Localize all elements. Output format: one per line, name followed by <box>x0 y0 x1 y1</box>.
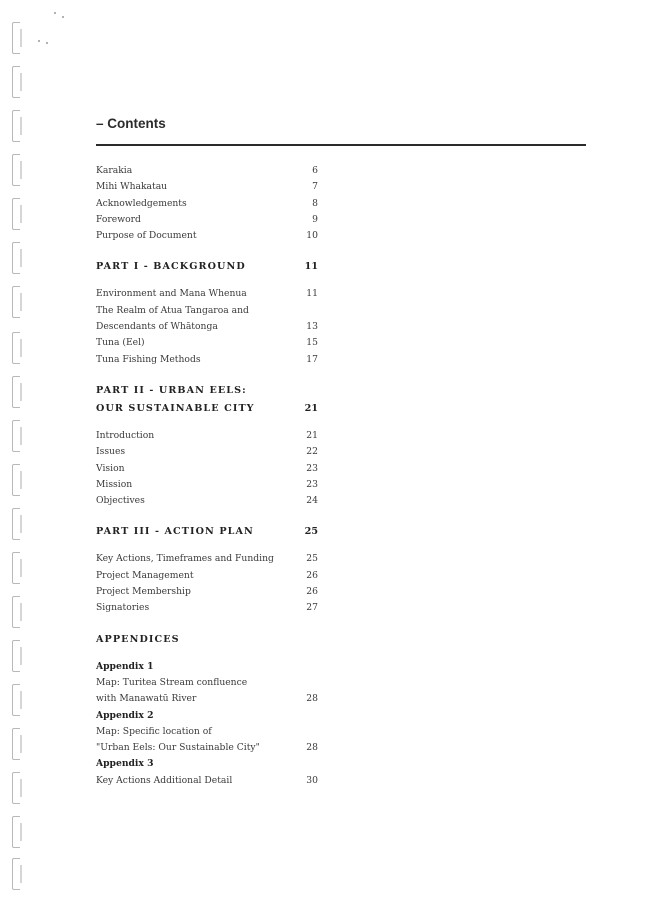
toc-entry[interactable]: Vision 23 <box>96 462 318 474</box>
toc-entry[interactable]: "Urban Eels: Our Sustainable City" 28 <box>96 742 318 754</box>
part-2-heading-line-1[interactable]: PART II - URBAN EELS: <box>96 384 247 396</box>
appendices-heading[interactable]: APPENDICES <box>96 633 180 645</box>
toc-entry[interactable]: Project Management 26 <box>96 569 318 581</box>
toc-entry[interactable]: Objectives 24 <box>96 495 318 507</box>
toc-entry[interactable]: Karakia 6 <box>96 165 318 176</box>
toc-entry[interactable]: Signatories 27 <box>96 602 318 614</box>
table-of-contents <box>96 163 318 789</box>
toc-entry[interactable]: Mission 23 <box>96 478 318 490</box>
spiral-binding <box>8 0 32 912</box>
toc-entry[interactable]: Project Membership 26 <box>96 586 318 598</box>
toc-entry[interactable]: Key Actions, Timeframes and Funding 25 <box>96 553 318 565</box>
toc-entry[interactable]: Purpose of Document 10 <box>96 230 318 242</box>
toc-entry[interactable]: The Realm of Atua Tangaroa and <box>96 304 249 316</box>
part-3-heading[interactable]: PART III - ACTION PLAN 25 <box>96 526 318 538</box>
page-title: – Contents <box>96 116 166 131</box>
part-2-heading-line-2[interactable]: OUR SUSTAINABLE CITY 21 <box>96 402 318 414</box>
toc-entry[interactable]: Acknowledgements 8 <box>96 197 318 209</box>
appendix-1-title[interactable]: Appendix 1 <box>96 660 154 672</box>
toc-entry[interactable]: Environment and Mana Whenua 11 <box>96 288 318 300</box>
toc-entry[interactable]: with Manawatū River 28 <box>96 693 318 705</box>
toc-entry[interactable]: Map: Turitea Stream confluence <box>96 676 248 688</box>
part-1-heading[interactable]: PART I - BACKGROUND 11 <box>96 261 318 273</box>
toc-entry[interactable]: Key Actions Additional Detail 30 <box>96 774 318 786</box>
toc-entry[interactable]: Mihi Whakatau 7 <box>96 181 318 193</box>
title-rule <box>96 144 586 146</box>
appendix-2-title[interactable]: Appendix 2 <box>96 709 154 721</box>
toc-entry[interactable]: Issues 22 <box>96 446 318 458</box>
toc-entry[interactable]: Descendants of Whātonga 13 <box>96 321 318 333</box>
toc-entry[interactable]: Map: Specific location of <box>96 725 212 737</box>
appendix-3-title[interactable]: Appendix 3 <box>96 758 154 770</box>
toc-entry[interactable]: Tuna Fishing Methods 17 <box>96 353 318 365</box>
toc-entry[interactable]: Tuna (Eel) 15 <box>96 337 318 349</box>
toc-entry[interactable]: Foreword 9 <box>96 213 318 225</box>
toc-entry[interactable]: Introduction 21 <box>96 429 318 441</box>
